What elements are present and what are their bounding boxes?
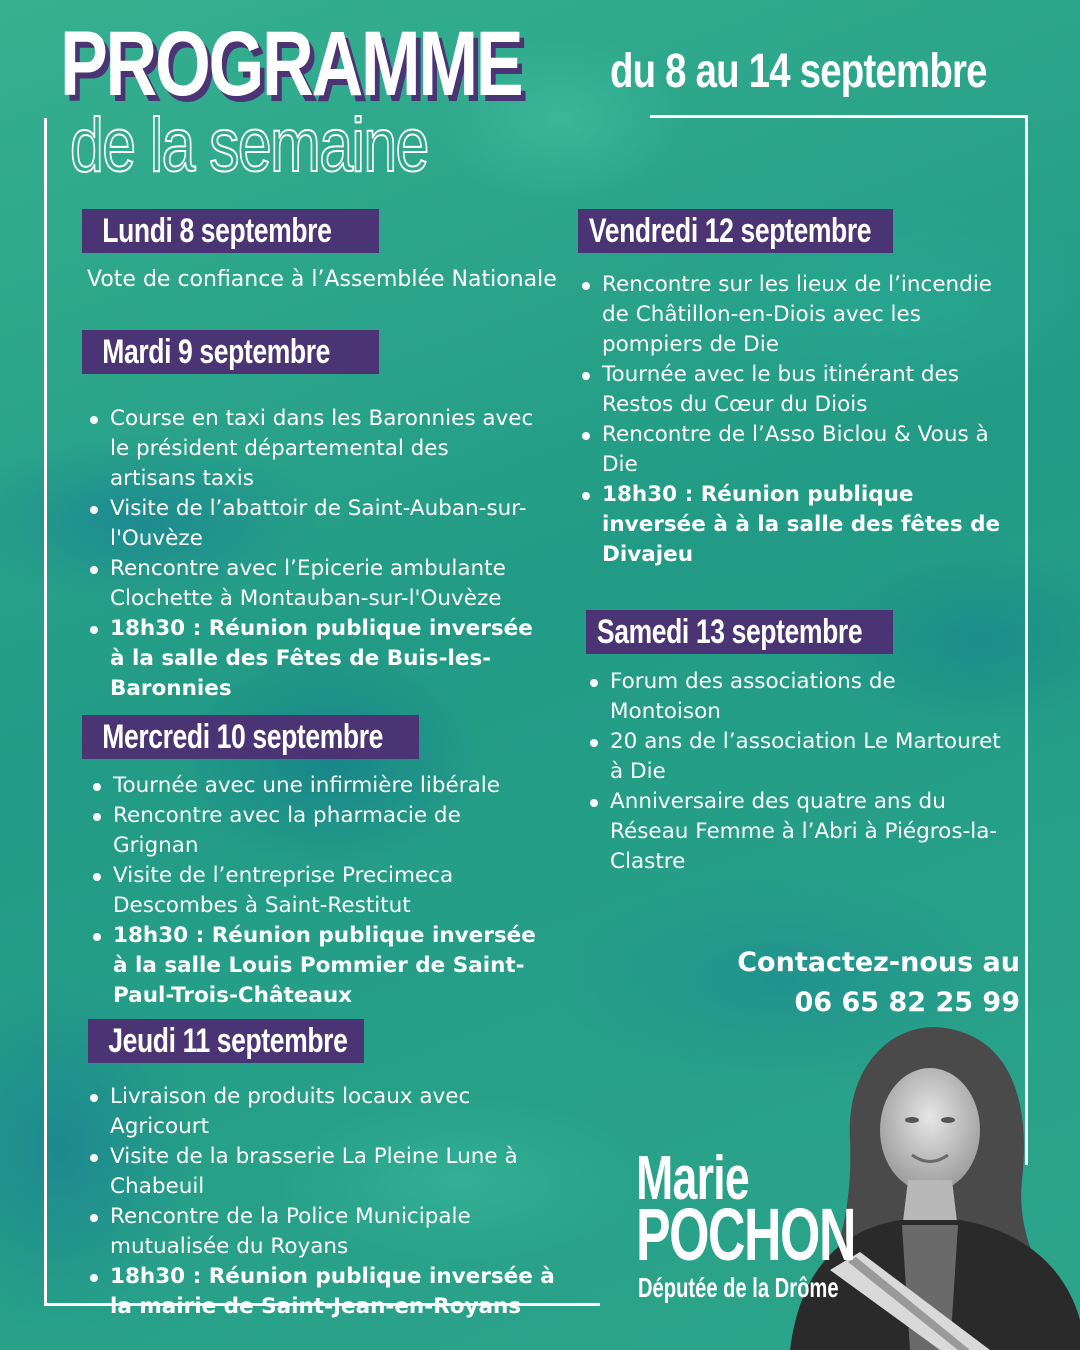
- day-heading-label: Mercredi 10 septembre: [102, 718, 384, 756]
- day-list-jeudi: [84, 1082, 574, 1322]
- list-item: Rencontre sur les lieux de l’incendie de Châtillon-en-Diois avec les pompiers de Die: [576, 270, 1006, 360]
- list-item: Rencontre avec l’Epicerie ambulante Clochette à Montauban-sur-l'Ouvèze: [84, 554, 539, 614]
- person-role: Députée de la Drôme: [638, 1272, 839, 1303]
- day-heading-label: Jeudi 11 septembre: [108, 1022, 348, 1060]
- list-item: Tournée avec le bus itinérant des Restos du Cœur du Diois: [576, 360, 1006, 420]
- person-first-name: Marie: [636, 1144, 750, 1213]
- list-item: 18h30 : Réunion publique inversée à à la salle des fêtes de Divajeu: [576, 480, 1006, 570]
- day-heading-lundi: [82, 209, 379, 253]
- day-heading-label: Mardi 9 septembre: [102, 333, 331, 371]
- list-item: Course en taxi dans les Baronnies avec le président départemental des artisans taxis: [84, 404, 539, 494]
- list-item: Visite de l’abattoir de Saint-Auban-sur-l'Ouvèze: [84, 494, 539, 554]
- list-item: Livraison de produits locaux avec Agricourt: [84, 1082, 574, 1142]
- page-subtitle: de la semaine: [70, 103, 428, 188]
- list-item: Rencontre de la Police Municipale mutualisée du Royans: [84, 1202, 574, 1262]
- list-item: Forum des associations de Montoison: [584, 667, 1004, 727]
- list-item: 20 ans de l’association Le Martouret à Die: [584, 727, 1004, 787]
- person-last-name: POCHON: [636, 1193, 855, 1276]
- day-text-lundi: Vote de confiance à l’Assemblée Nationale: [87, 267, 557, 292]
- day-heading-label: Lundi 8 septembre: [102, 212, 332, 250]
- day-list-mardi: [84, 404, 539, 704]
- day-heading-label: Vendredi 12 septembre: [588, 212, 872, 250]
- list-item: Anniversaire des quatre ans du Réseau Femme à l’Abri à Piégros-la-Clastre: [584, 787, 1004, 877]
- page-title: PROGRAMME: [60, 13, 522, 115]
- day-heading-mercredi: [82, 715, 419, 759]
- list-item: 18h30 : Réunion publique inversée à la salle Louis Pommier de Saint-Paul-Trois-Châteaux: [87, 921, 542, 1011]
- list-item: 18h30 : Réunion publique inversée à la mairie de Saint-Jean-en-Royans: [84, 1262, 574, 1322]
- day-list-mercredi: [87, 771, 542, 1011]
- frame-line-right: [1025, 115, 1028, 1165]
- frame-line-left: [44, 118, 47, 1306]
- day-heading-samedi: [586, 610, 893, 654]
- contact-phone[interactable]: 06 65 82 25 99: [794, 987, 1020, 1018]
- frame-line-top: [650, 115, 1028, 118]
- list-item: Visite de l’entreprise Precimeca Descombes à Saint-Restitut: [87, 861, 542, 921]
- contact-block: [737, 943, 1020, 1023]
- list-item: Tournée avec une infirmière libérale: [87, 771, 542, 801]
- list-item: Rencontre avec la pharmacie de Grignan: [87, 801, 542, 861]
- day-list-samedi: [584, 667, 1004, 877]
- day-list-vendredi: [576, 270, 1006, 570]
- day-heading-mardi: [82, 330, 379, 374]
- list-item: 18h30 : Réunion publique inversée à la salle des Fêtes de Buis-les-Baronnies: [84, 614, 539, 704]
- contact-label: Contactez-nous au: [737, 947, 1020, 978]
- date-range: du 8 au 14 septembre: [610, 45, 987, 98]
- day-heading-label: Samedi 13 septembre: [596, 613, 863, 651]
- day-heading-vendredi: [578, 209, 893, 253]
- list-item: Rencontre de l’Asso Biclou & Vous à Die: [576, 420, 1006, 480]
- day-heading-jeudi: [88, 1019, 364, 1063]
- list-item: Visite de la brasserie La Pleine Lune à Chabeuil: [84, 1142, 574, 1202]
